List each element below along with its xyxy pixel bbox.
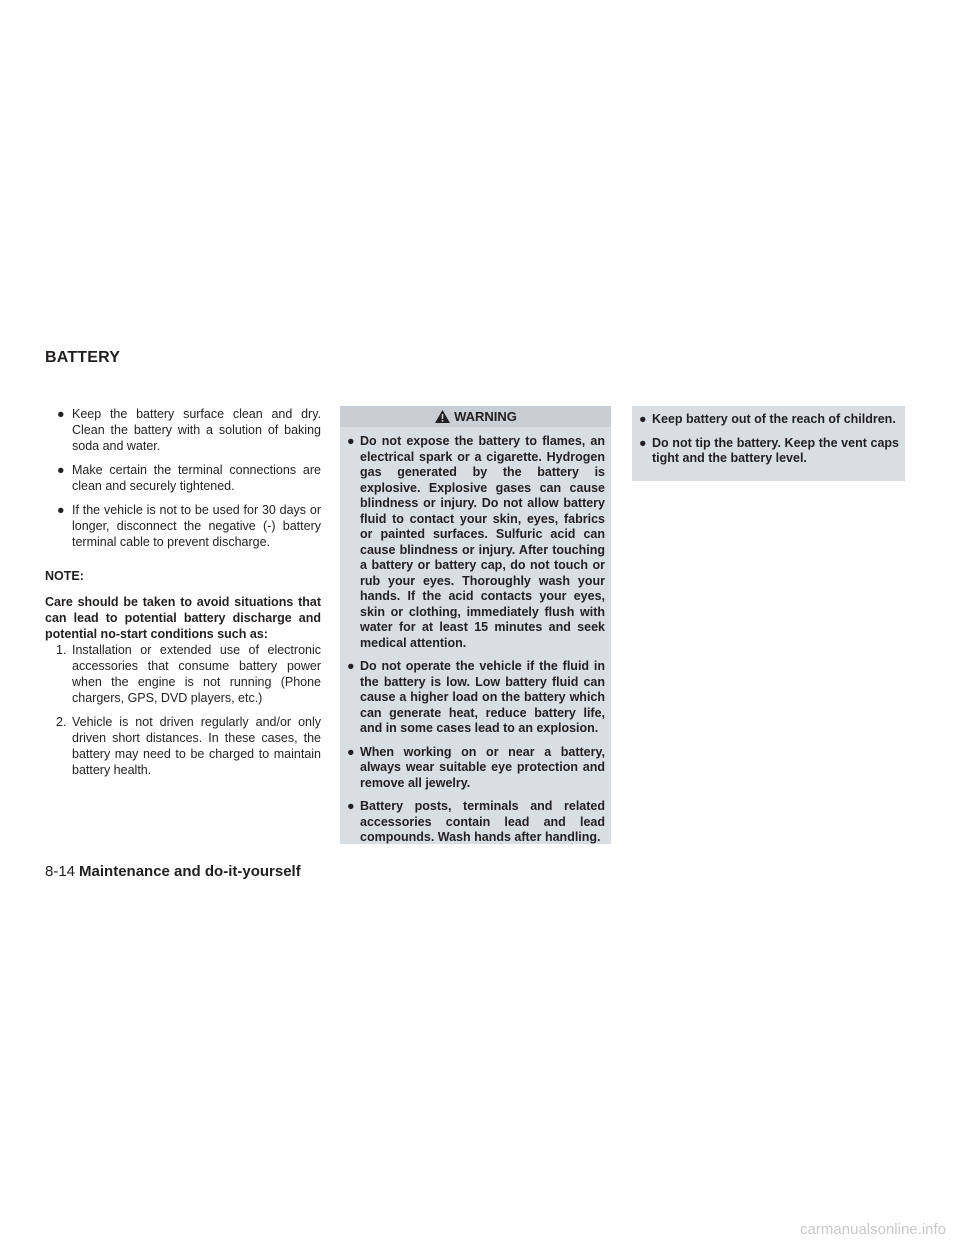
bullet-icon: ● (347, 434, 355, 448)
bullet-text: Make certain the terminal connections are clean and securely tightened. (72, 463, 321, 493)
item-number: 2. (56, 715, 67, 729)
bullet-text: Keep the battery surface clean and dry. Clean the battery with a solution of baking soda and water. (72, 407, 321, 453)
warning-text: Keep battery out of the reach of children. (652, 412, 896, 426)
chapter-title: Maintenance and do-it-yourself (79, 863, 301, 880)
warning-item (347, 745, 605, 792)
note-body: Care should be taken to avoid situations that can lead to potential battery discharge and potential no-start conditions such as: (45, 595, 321, 641)
warning-box-continued (632, 406, 905, 481)
item-text: Vehicle is not driven regularly and/or only driven short distances. In these cases, the battery may need to be charged to maintain battery health. (72, 715, 321, 777)
warning-text: Battery posts, terminals and related accessories contain lead and lead compounds. Wash hands after handling. (360, 799, 605, 844)
warning-text: When working on or near a battery, always wear suitable eye protection and remove all jewelry. (360, 744, 605, 790)
bullet-item (45, 406, 321, 454)
bullet-icon: ● (57, 407, 65, 421)
section-title: BATTERY (45, 349, 121, 366)
warning-item (639, 412, 899, 428)
warning-text: Do not tip the battery. Keep the vent caps tight and the battery level. (652, 435, 899, 465)
bullet-icon: ● (639, 435, 647, 450)
left-column (45, 406, 321, 786)
warning-item (347, 799, 605, 846)
numbered-item (45, 642, 321, 706)
bullet-icon: ● (57, 503, 65, 517)
item-number: 1. (56, 643, 67, 657)
bullet-icon: ● (57, 463, 65, 477)
note-heading: NOTE: (45, 569, 84, 583)
watermark: carmanualsonline.info (800, 1221, 946, 1238)
warning-triangle-icon (434, 409, 451, 424)
numbered-item (45, 714, 321, 778)
bullet-icon: ● (347, 799, 355, 813)
bullet-item (45, 502, 321, 550)
bullet-icon: ● (639, 412, 647, 426)
warning-item (347, 434, 605, 651)
warning-item (639, 436, 899, 467)
item-text: Installation or extended use of electronic accessories that consume battery power when the engine is not running (Phone chargers, GPS, DVD players, etc.) (72, 643, 321, 705)
bullet-icon: ● (347, 659, 355, 673)
bullet-text: If the vehicle is not to be used for 30 days or longer, disconnect the negative (-) battery terminal cable to prevent discharge. (72, 503, 321, 549)
warning-text: Do not expose the battery to flames, an electrical spark or a cigarette. Hydrogen gas generated by the battery is explosive. Explosive gases can cause blindness or injury. Do not allow battery fluid to contact your skin, eyes, fabrics or painted surfaces. Sulfuric acid can cause blindness or injury. After touching a battery or battery cap, do not touch or rub your eyes. Thoroughly wash your hands. If the acid contacts your eyes, skin or clothing, immediately flush with water for at least 15 minutes and seek medical attention. (360, 434, 605, 650)
warning-header (340, 406, 611, 427)
warning-item (347, 659, 605, 737)
bullet-item (45, 462, 321, 494)
page-footer (45, 863, 301, 880)
warning-heading: WARNING (454, 409, 517, 424)
warning-box (340, 406, 611, 844)
bullet-icon: ● (347, 744, 355, 759)
page-number: 8-14 (45, 863, 76, 880)
warning-text: Do not operate the vehicle if the fluid in the battery is low. Low battery fluid can cause a higher load on the battery which can generate heat, reduce battery life, and in some cases lead to an explosion. (360, 659, 605, 735)
